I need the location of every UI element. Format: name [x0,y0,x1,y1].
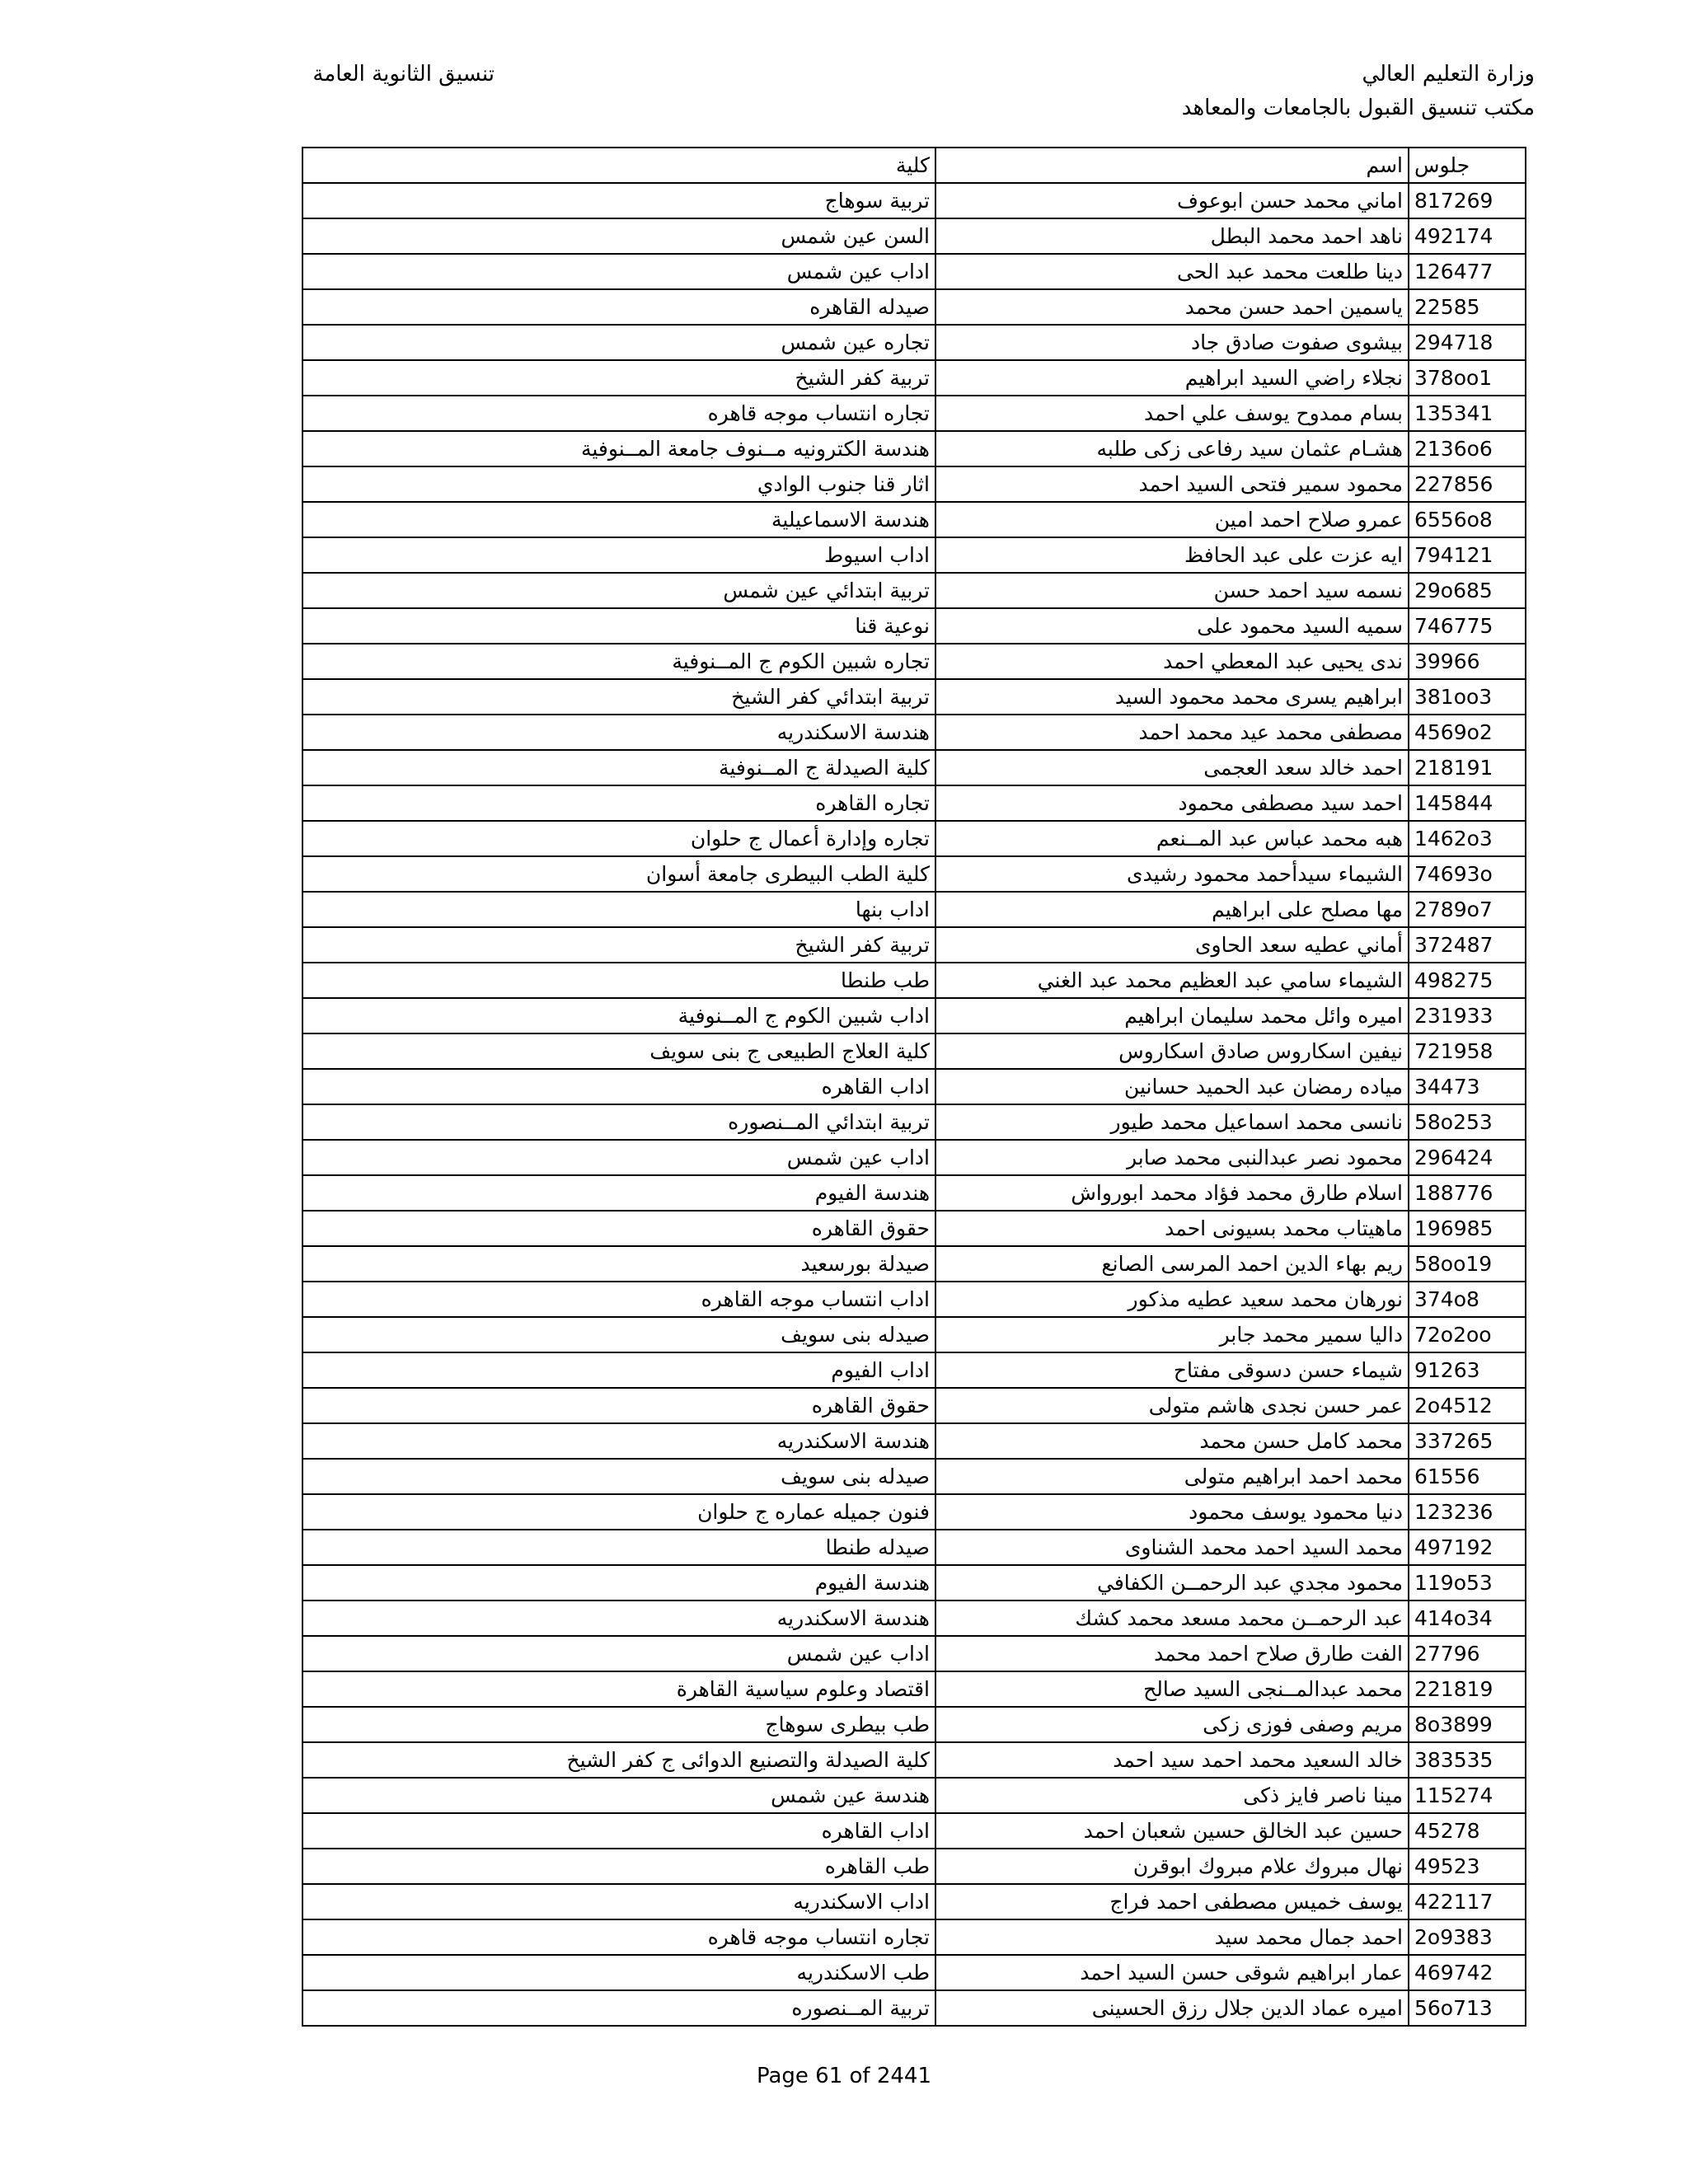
faculty-cell: اداب القاهره [302,1069,935,1104]
table-row [302,1813,1526,1849]
table-row [302,1388,1526,1423]
table-row [302,1636,1526,1671]
seat-cell: 378oo1 [1409,360,1526,396]
faculty-cell: تجاره شبين الكوم ج المــنوفية [302,644,935,679]
table-row [302,1140,1526,1175]
name-cell: ابراهيم يسرى محمد محمود السيد [935,679,1409,715]
faculty-cell: تجاره انتساب موجه قاهره [302,1919,935,1955]
page-number: Page 61 of 2441 [756,2064,932,2088]
name-cell: سميه السيد محمود على [935,608,1409,644]
faculty-cell: تجاره وإدارة أعمال ج حلوان [302,821,935,856]
table-row [302,963,1526,998]
seat-cell: 188776 [1409,1175,1526,1211]
name-cell: الفت طارق صلاح احمد محمد [935,1636,1409,1671]
faculty-cell: اداب عين شمس [302,254,935,289]
admissions-table [302,147,1526,2027]
table-row [302,1742,1526,1778]
table-row [302,1671,1526,1707]
table-row [302,1423,1526,1459]
faculty-cell: طب القاهره [302,1849,935,1884]
seat-cell: 74693o [1409,856,1526,892]
header-office: مكتب تنسيق القبول بالجامعات والمعاهد [1181,96,1535,120]
seat-cell: 296424 [1409,1140,1526,1175]
name-cell: يوسف خميس مصطفى احمد فراج [935,1884,1409,1919]
name-cell: محمود مجدي عبد الرحمــن الكفافي [935,1565,1409,1601]
seat-cell: 497192 [1409,1530,1526,1565]
faculty-cell: كلية الصيدلة والتصنيع الدوائى ج كفر الشيخ [302,1742,935,1778]
faculty-cell: كلية الصيدلة ج المــنوفية [302,750,935,785]
faculty-cell: اداب انتساب موجه القاهره [302,1282,935,1317]
seat-cell: 34473 [1409,1069,1526,1104]
faculty-cell: حقوق القاهره [302,1211,935,1246]
name-cell: نهال مبروك علام مبروك ابوقرن [935,1849,1409,1884]
seat-cell: 123236 [1409,1494,1526,1530]
seat-cell: 469742 [1409,1955,1526,1990]
name-cell: داليا سمير محمد جابر [935,1317,1409,1352]
name-cell: مريم وصفى فوزى زكى [935,1707,1409,1742]
seat-cell: 294718 [1409,325,1526,360]
seat-cell: 39966 [1409,644,1526,679]
table-row [302,1990,1526,2026]
header-document-title: تنسيق الثانوية العامة [312,62,495,87]
seat-cell: 29o685 [1409,573,1526,608]
seat-cell: 135341 [1409,396,1526,431]
name-cell: دينا طلعت محمد عبد الحى [935,254,1409,289]
faculty-cell: تربية سوهاج [302,183,935,218]
faculty-cell: تجاره القاهره [302,785,935,821]
seat-cell: 1462o3 [1409,821,1526,856]
seat-cell: 56o713 [1409,1990,1526,2026]
faculty-cell: اقتصاد وعلوم سياسية القاهرة [302,1671,935,1707]
faculty-cell: اداب الفيوم [302,1352,935,1388]
name-cell: ناهد احمد محمد البطل [935,218,1409,254]
seat-cell: 8o3899 [1409,1707,1526,1742]
name-cell: ريم بهاء الدين احمد المرسى الصانع [935,1246,1409,1282]
name-cell: نيفين اسكاروس صادق اسكاروس [935,1033,1409,1069]
name-cell: هشـام عثمان سيد رفاعى زكى طلبه [935,431,1409,466]
faculty-cell: هندسة الفيوم [302,1175,935,1211]
table-row [302,1530,1526,1565]
name-cell: محمد كامل حسن محمد [935,1423,1409,1459]
name-cell: حسين عبد الخالق حسين شعبان احمد [935,1813,1409,1849]
seat-cell: 2o9383 [1409,1919,1526,1955]
faculty-cell: اثار قنا جنوب الوادي [302,466,935,502]
table-row [302,1494,1526,1530]
table-row [302,644,1526,679]
name-cell: ندى يحيى عبد المعطي احمد [935,644,1409,679]
seat-cell: 372487 [1409,927,1526,963]
seat-cell: 817269 [1409,183,1526,218]
seat-cell: 58oo19 [1409,1246,1526,1282]
seat-cell: 6556o8 [1409,502,1526,537]
seat-cell: 374o8 [1409,1282,1526,1317]
table-row [302,1778,1526,1813]
header-ministry: وزارة التعليم العالي [1362,62,1535,87]
faculty-cell: تربية المــنصوره [302,1990,935,2026]
faculty-cell: هندسة الاسماعيلية [302,502,935,537]
faculty-cell: السن عين شمس [302,218,935,254]
table-row [302,785,1526,821]
name-cell: اميره عماد الدين جلال رزق الحسينى [935,1990,1409,2026]
table-row [302,1211,1526,1246]
faculty-cell: تجاره انتساب موجه قاهره [302,396,935,431]
table-row [302,183,1526,218]
seat-cell: 49523 [1409,1849,1526,1884]
table-row [302,1459,1526,1494]
column-header-seat: جلوس [1409,148,1526,183]
faculty-cell: اداب عين شمس [302,1636,935,1671]
faculty-cell: كلية الطب البيطرى جامعة أسوان [302,856,935,892]
name-cell: مصطفى محمد عيد محمد احمد [935,715,1409,750]
faculty-cell: نوعية قنا [302,608,935,644]
faculty-cell: طب الاسكندريه [302,1955,935,1990]
faculty-cell: اداب الاسكندريه [302,1884,935,1919]
name-cell: اسلام طارق محمد فؤاد محمد ابورواش [935,1175,1409,1211]
seat-cell: 145844 [1409,785,1526,821]
seat-cell: 58o253 [1409,1104,1526,1140]
faculty-cell: حقوق القاهره [302,1388,935,1423]
seat-cell: 45278 [1409,1813,1526,1849]
table-row [302,360,1526,396]
faculty-cell: تربية ابتدائي عين شمس [302,573,935,608]
table-row [302,1919,1526,1955]
table-row [302,1565,1526,1601]
faculty-cell: طب بيطرى سوهاج [302,1707,935,1742]
name-cell: مها مصلح على ابراهيم [935,892,1409,927]
seat-cell: 2789o7 [1409,892,1526,927]
name-cell: عمار ابراهيم شوقى حسن السيد احمد [935,1955,1409,1990]
seat-cell: 2136o6 [1409,431,1526,466]
table-row [302,1033,1526,1069]
name-cell: محمد احمد ابراهيم متولى [935,1459,1409,1494]
seat-cell: 794121 [1409,537,1526,573]
name-cell: محمود سمير فتحى السيد احمد [935,466,1409,502]
faculty-cell: اداب القاهره [302,1813,935,1849]
faculty-cell: هندسة عين شمس [302,1778,935,1813]
seat-cell: 218191 [1409,750,1526,785]
seat-cell: 27796 [1409,1636,1526,1671]
faculty-cell: صيدله بنى سويف [302,1317,935,1352]
faculty-cell: صيدله القاهره [302,289,935,325]
table-row [302,892,1526,927]
faculty-cell: تربية ابتدائي كفر الشيخ [302,679,935,715]
name-cell: نورهان محمد سعيد عطيه مذكور [935,1282,1409,1317]
seat-cell: 383535 [1409,1742,1526,1778]
name-cell: عمرو صلاح احمد امين [935,502,1409,537]
table-row [302,396,1526,431]
name-cell: نجلاء راضي السيد ابراهيم [935,360,1409,396]
table-row [302,679,1526,715]
name-cell: محمود نصر عبدالنبى محمد صابر [935,1140,1409,1175]
table-row [302,218,1526,254]
faculty-cell: تربية كفر الشيخ [302,927,935,963]
table-row [302,1246,1526,1282]
name-cell: احمد خالد سعد العجمى [935,750,1409,785]
faculty-cell: صيدله طنطا [302,1530,935,1565]
table-row [302,715,1526,750]
name-cell: ايه عزت على عبد الحافظ [935,537,1409,573]
seat-cell: 72o2oo [1409,1317,1526,1352]
name-cell: محمد السيد احمد محمد الشناوى [935,1530,1409,1565]
name-cell: عمر حسن نجدى هاشم متولى [935,1388,1409,1423]
column-header-name: اسم [935,148,1409,183]
table-row [302,254,1526,289]
seat-cell: 227856 [1409,466,1526,502]
table-header-row [302,148,1526,183]
name-cell: اميره وائل محمد سليمان ابراهيم [935,998,1409,1033]
faculty-cell: اداب اسيوط [302,537,935,573]
table-row [302,1955,1526,1990]
faculty-cell: صيدله بنى سويف [302,1459,935,1494]
name-cell: بسام ممدوح يوسف علي احمد [935,396,1409,431]
name-cell: مياده رمضان عبد الحميد حسانين [935,1069,1409,1104]
table-row [302,1104,1526,1140]
faculty-cell: تربية ابتدائي المــنصوره [302,1104,935,1140]
faculty-cell: هندسة الاسكندريه [302,1423,935,1459]
faculty-cell: هندسة الفيوم [302,1565,935,1601]
name-cell: دنيا محمود يوسف محمود [935,1494,1409,1530]
seat-cell: 721958 [1409,1033,1526,1069]
seat-cell: 22585 [1409,289,1526,325]
seat-cell: 126477 [1409,254,1526,289]
table-row [302,537,1526,573]
seat-cell: 221819 [1409,1671,1526,1707]
table-row [302,608,1526,644]
seat-cell: 422117 [1409,1884,1526,1919]
table-row [302,821,1526,856]
seat-cell: 746775 [1409,608,1526,644]
faculty-cell: هندسة الكترونيه مــنوف جامعة المــنوفية [302,431,935,466]
name-cell: احمد جمال محمد سيد [935,1919,1409,1955]
name-cell: محمد عبدالمــنجى السيد صالح [935,1671,1409,1707]
name-cell: هبه محمد عباس عبد المــنعم [935,821,1409,856]
name-cell: بيشوى صفوت صادق جاد [935,325,1409,360]
faculty-cell: هندسة الاسكندريه [302,1601,935,1636]
table-row [302,1849,1526,1884]
seat-cell: 337265 [1409,1423,1526,1459]
seat-cell: 115274 [1409,1778,1526,1813]
table-row [302,1317,1526,1352]
table-row [302,927,1526,963]
name-cell: اماني محمد حسن ابوعوف [935,183,1409,218]
table-row [302,750,1526,785]
table-row [302,1175,1526,1211]
seat-cell: 61556 [1409,1459,1526,1494]
name-cell: الشيماء سامي عبد العظيم محمد عبد الغني [935,963,1409,998]
seat-cell: 381oo3 [1409,679,1526,715]
faculty-cell: تجاره عين شمس [302,325,935,360]
table-row [302,431,1526,466]
faculty-cell: كلية العلاج الطبيعى ج بنى سويف [302,1033,935,1069]
seat-cell: 498275 [1409,963,1526,998]
name-cell: ياسمين احمد حسن محمد [935,289,1409,325]
table-row [302,1707,1526,1742]
table-row [302,1601,1526,1636]
table-row [302,325,1526,360]
column-header-faculty: كلية [302,148,935,183]
table-row [302,466,1526,502]
faculty-cell: هندسة الاسكندريه [302,715,935,750]
faculty-cell: اداب بنها [302,892,935,927]
seat-cell: 414o34 [1409,1601,1526,1636]
table-row [302,1884,1526,1919]
seat-cell: 231933 [1409,998,1526,1033]
table-row [302,289,1526,325]
name-cell: عبد الرحمــن محمد مسعد محمد كشك [935,1601,1409,1636]
seat-cell: 91263 [1409,1352,1526,1388]
name-cell: نانسى محمد اسماعيل محمد طيور [935,1104,1409,1140]
faculty-cell: اداب عين شمس [302,1140,935,1175]
seat-cell: 196985 [1409,1211,1526,1246]
name-cell: شيماء حسن دسوقى مفتاح [935,1352,1409,1388]
name-cell: أماني عطيه سعد الحاوى [935,927,1409,963]
name-cell: خالد السعيد محمد احمد سيد احمد [935,1742,1409,1778]
seat-cell: 492174 [1409,218,1526,254]
name-cell: نسمه سيد احمد حسن [935,573,1409,608]
table-row [302,998,1526,1033]
faculty-cell: تربية كفر الشيخ [302,360,935,396]
table-row [302,1352,1526,1388]
seat-cell: 119o53 [1409,1565,1526,1601]
table-row [302,1069,1526,1104]
name-cell: ماهيتاب محمد بسيونى احمد [935,1211,1409,1246]
name-cell: الشيماء سيدأحمد محمود رشيدى [935,856,1409,892]
faculty-cell: صيدلة بورسعيد [302,1246,935,1282]
name-cell: احمد سيد مصطفى محمود [935,785,1409,821]
faculty-cell: فنون جميله عماره ج حلوان [302,1494,935,1530]
seat-cell: 4569o2 [1409,715,1526,750]
table-row [302,1282,1526,1317]
seat-cell: 2o4512 [1409,1388,1526,1423]
table-row [302,502,1526,537]
faculty-cell: طب طنطا [302,963,935,998]
table-row [302,856,1526,892]
faculty-cell: اداب شبين الكوم ج المــنوفية [302,998,935,1033]
table-row [302,573,1526,608]
name-cell: مينا ناصر فايز ذكى [935,1778,1409,1813]
